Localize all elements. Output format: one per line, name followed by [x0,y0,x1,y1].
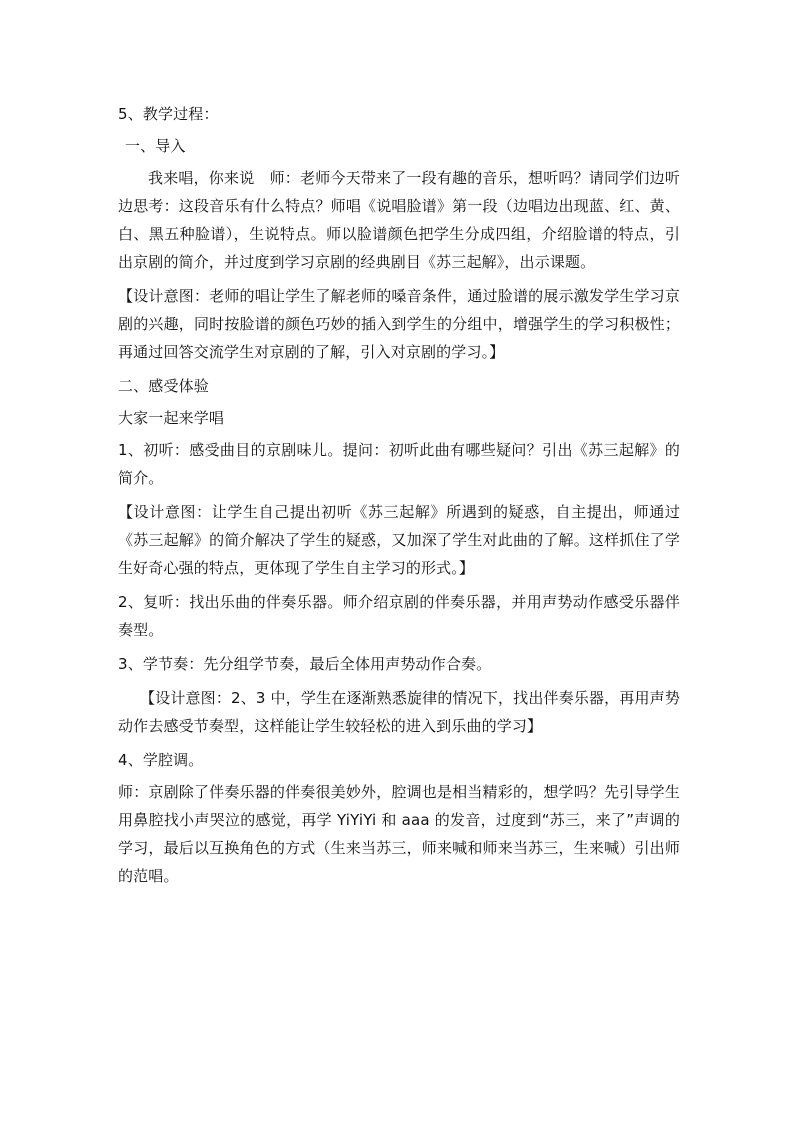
item-4-body: 师：京剧除了伴奏乐器的伴奏很美妙外，腔调也是相当精彩的，想学吗？先引导学生用鼻腔找小声哭泣的感觉，再学 YiYiYi 和 aaa 的发音，过度到“苏三，来了”声调的学习，最后以互换角色的方式（生来当苏三，师来喊和师来当苏三，生来喊）引出师的范唱。 [118,783,680,885]
item-1-listening: 1、初听：感受曲目的京剧味儿。提问：初听此曲有哪些疑问？引出《苏三起解》的简介。 [118,441,680,487]
item-4-tone: 4、学腔调。 [118,751,204,769]
part2-subheading: 大家一起来学唱 [118,409,225,427]
item-2-relisten: 2、复听：找出乐曲的伴奏乐器。师介绍京剧的伴奏乐器，并用声势动作感受乐器伴奏型。 [118,593,680,639]
part2-heading: 二、感受体验 [118,377,209,395]
section-heading: 5、教学过程： [118,105,219,123]
part1-heading: 一、导入 [125,137,186,155]
part1-body: 我来唱，你来说 师：老师今天带来了一段有趣的音乐，想听吗？请同学们边听边思考：这段音乐有什么特点？师唱《说唱脸谱》第一段（边唱边出现蓝、红、黄、白、黑五种脸谱），生说特点。师以脸谱颜色把学生分成四组，介绍脸谱的特点，引出京剧的简介，并过度到学习京剧的经典剧目《苏三起解》，出示课题。 [118,169,680,271]
document-body [118,100,680,890]
design-intent-2: 【设计意图：2、3 中，学生在逐渐熟悉旋律的情况下，找出伴奏乐器，再用声势动作去感受节奏型，这样能让学生较轻松的进入到乐曲的学习】 [118,689,680,735]
part1-design-intent: 【设计意图：老师的唱让学生了解老师的嗓音条件，通过脸谱的展示激发学生学习京剧的兴趣，同时按脸谱的颜色巧妙的插入到学生的分组中，增强学生的学习积极性；再通过回答交流学生对京剧的了解，引入对京剧的学习。】 [118,287,680,361]
design-intent-1: 【设计意图：让学生自己提出初听《苏三起解》所遇到的疑惑，自主提出，师通过《苏三起解》的简介解决了学生的疑惑，又加深了学生对此曲的了解。这样抓住了学生好奇心强的特点，更体现了学生自主学习的形式。】 [118,503,680,577]
item-3-rhythm: 3、学节奏：先分组学节奏，最后全体用声势动作合奏。 [118,655,492,673]
